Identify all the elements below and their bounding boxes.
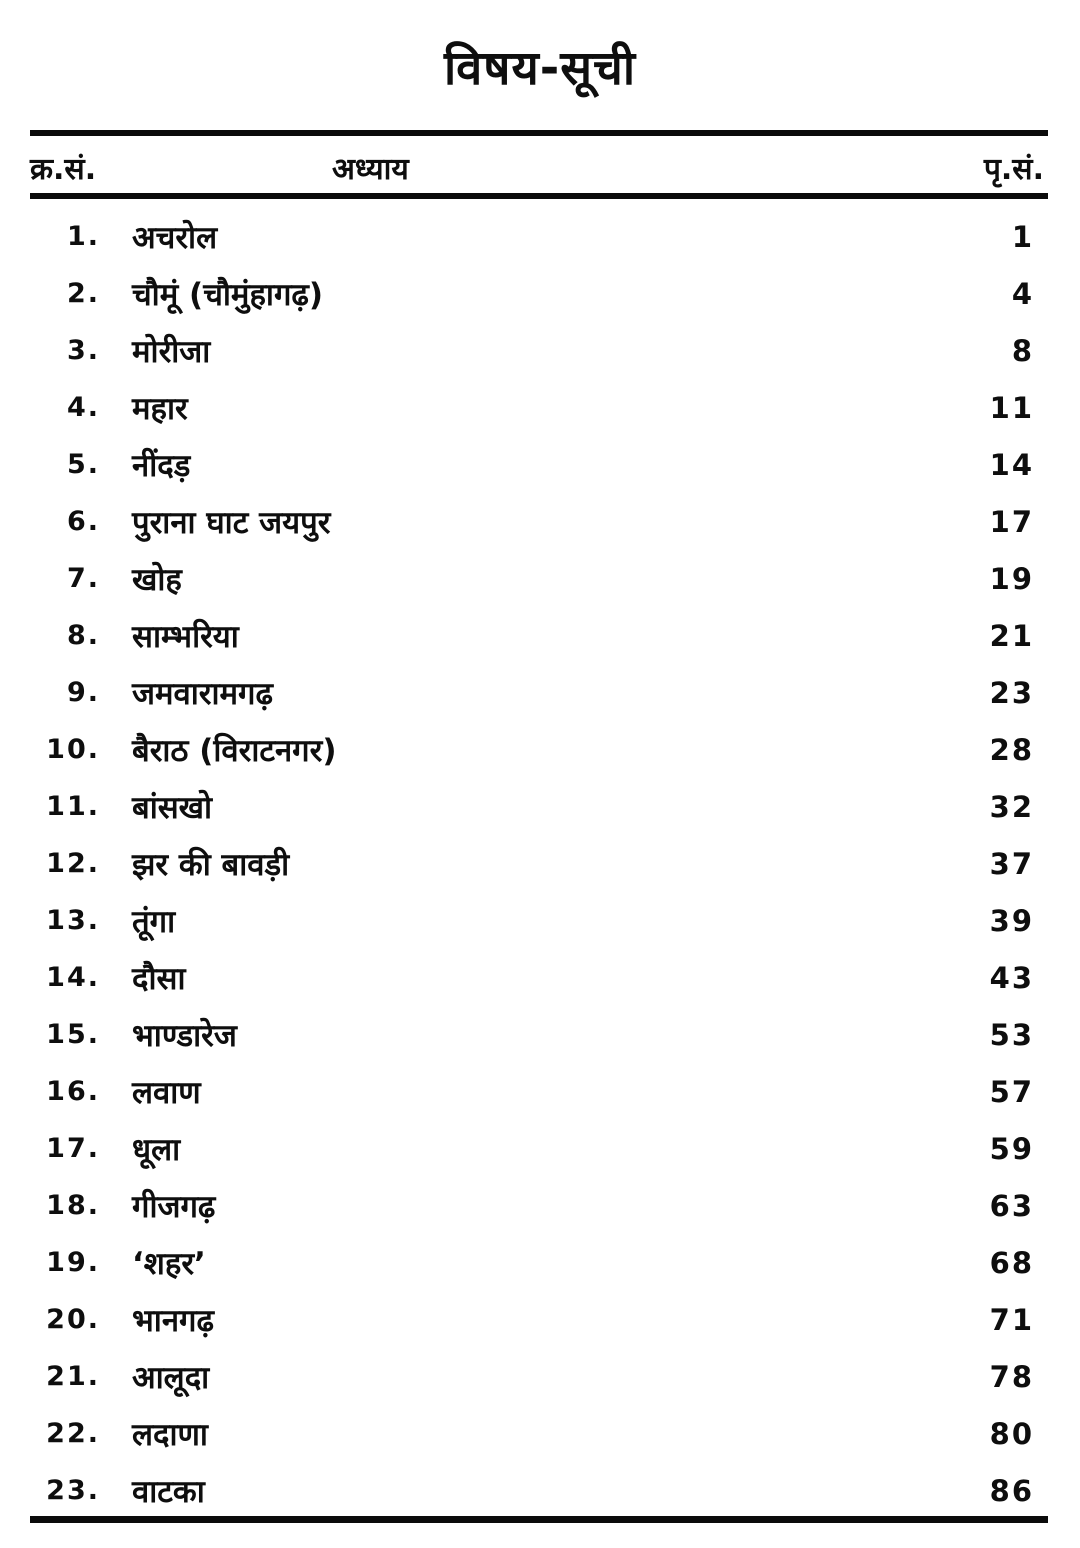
page-title: विषय-सूची [443,41,637,96]
row-page-number: 57 [989,1074,1034,1109]
table-row [30,436,1044,493]
row-chapter-name: वाटका [132,1473,205,1510]
row-serial-number: 7. [66,563,100,594]
row-page-number: 1 [1011,219,1034,254]
table-row [30,1120,1044,1177]
table-row [30,1405,1044,1462]
row-page-number: 68 [989,1245,1034,1280]
row-page-number: 80 [989,1416,1034,1451]
row-page-number: 71 [989,1302,1034,1337]
row-chapter-name: आलूदा [132,1359,210,1396]
row-page-number: 78 [989,1359,1034,1394]
row-chapter-name: साम्भरिया [132,618,239,655]
row-chapter-name: तूंगा [132,903,176,940]
row-serial-number: 14. [46,962,100,993]
header-serial-number: क्र.सं. [30,151,97,187]
table-row [30,721,1044,778]
toc-row-list [30,208,1044,1519]
row-serial-number: 8. [66,620,100,651]
row-chapter-name: पुराना घाट जयपुर [132,504,331,541]
row-chapter-name: बैराठ (विराटनगर) [132,732,337,769]
row-serial-number: 16. [46,1076,100,1107]
row-chapter-name: दौसा [132,960,186,997]
table-row [30,265,1044,322]
table-row [30,1063,1044,1120]
row-page-number: 86 [989,1473,1034,1508]
row-chapter-name: जमवारामगढ़ [132,675,273,712]
row-chapter-name: भानगढ़ [132,1302,214,1339]
top-rule [30,130,1048,136]
table-row [30,607,1044,664]
row-page-number: 14 [989,447,1034,482]
row-chapter-name: खोह [132,561,182,598]
row-chapter-name: महार [132,390,188,427]
header-divider-rule [30,193,1048,199]
row-page-number: 21 [989,618,1034,653]
table-header [30,142,1044,192]
row-chapter-name: ‘शहर’ [132,1245,206,1282]
table-row [30,835,1044,892]
row-serial-number: 22. [46,1418,100,1449]
row-serial-number: 15. [46,1019,100,1050]
row-serial-number: 20. [46,1304,100,1335]
row-page-number: 53 [989,1017,1034,1052]
row-serial-number: 18. [46,1190,100,1221]
row-page-number: 43 [989,960,1034,995]
table-row [30,1177,1044,1234]
row-chapter-name: धूला [132,1131,181,1168]
table-row [30,949,1044,1006]
table-row [30,1006,1044,1063]
table-row [30,379,1044,436]
row-page-number: 11 [989,390,1034,425]
row-chapter-name: अचरोल [132,219,218,256]
row-serial-number: 2. [66,278,100,309]
row-chapter-name: भाण्डारेज [132,1017,237,1054]
table-row [30,892,1044,949]
row-page-number: 39 [989,903,1034,938]
row-serial-number: 11. [46,791,100,822]
row-page-number: 59 [989,1131,1034,1166]
table-row [30,1291,1044,1348]
row-serial-number: 9. [66,677,100,708]
table-row [30,208,1044,265]
row-chapter-name: नींदड़ [132,447,191,484]
row-serial-number: 23. [46,1475,100,1506]
row-serial-number: 12. [46,848,100,879]
row-serial-number: 10. [46,734,100,765]
table-row [30,550,1044,607]
header-chapter: अध्याय [332,151,409,187]
row-chapter-name: बांसखो [132,789,213,826]
row-page-number: 63 [989,1188,1034,1223]
bottom-rule [30,1516,1048,1523]
row-chapter-name: चौमूं (चौमुंहागढ़) [132,276,324,313]
table-row [30,322,1044,379]
row-serial-number: 1. [66,221,100,252]
row-serial-number: 21. [46,1361,100,1392]
table-row [30,664,1044,721]
table-row [30,1234,1044,1291]
row-serial-number: 4. [66,392,100,423]
row-chapter-name: लवाण [132,1074,201,1111]
row-chapter-name: लदाणा [132,1416,208,1453]
header-page-number: पृ.सं. [983,151,1044,187]
row-serial-number: 6. [66,506,100,537]
row-serial-number: 3. [66,335,100,366]
row-page-number: 17 [989,504,1034,539]
row-page-number: 4 [1011,276,1034,311]
table-row [30,778,1044,835]
row-page-number: 8 [1011,333,1034,368]
row-serial-number: 17. [46,1133,100,1164]
row-page-number: 28 [989,732,1034,767]
table-row [30,1462,1044,1519]
row-serial-number: 13. [46,905,100,936]
row-page-number: 19 [989,561,1034,596]
row-page-number: 37 [989,846,1034,881]
table-row [30,1348,1044,1405]
row-serial-number: 5. [66,449,100,480]
table-row [30,493,1044,550]
row-serial-number: 19. [46,1247,100,1278]
row-chapter-name: मोरीजा [132,333,211,370]
row-page-number: 32 [989,789,1034,824]
row-page-number: 23 [989,675,1034,710]
row-chapter-name: गीजगढ़ [132,1188,216,1225]
row-chapter-name: झर की बावड़ी [132,846,290,883]
